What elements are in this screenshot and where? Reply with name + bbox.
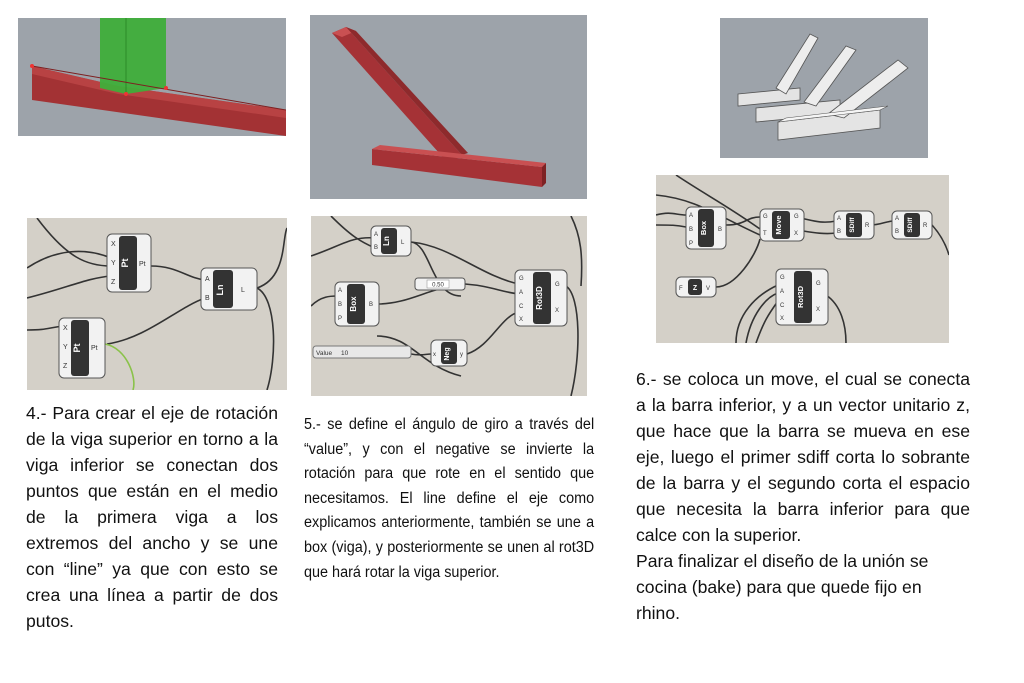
- render-joints-svg: [720, 18, 928, 158]
- gh-move-out-g: G: [794, 214, 799, 220]
- gh-slider-value: 0.50: [432, 282, 444, 289]
- gh-component-pt-2[interactable]: [59, 318, 105, 378]
- gh-rot3d-in-g: G: [780, 275, 785, 281]
- gh-component-neg[interactable]: [431, 340, 467, 366]
- gh-rot3d-out-g: G: [555, 282, 560, 288]
- gh-component-box[interactable]: [686, 207, 726, 249]
- gh-ln-in-a: A: [374, 232, 379, 238]
- gh-value-param[interactable]: [313, 346, 411, 358]
- gh-box-out: B: [369, 302, 374, 308]
- gh-ln-out: L: [401, 240, 405, 246]
- render-beam-svg: [18, 18, 286, 136]
- gh-box-in-p: P: [338, 316, 343, 322]
- gh-box-out: B: [718, 227, 723, 233]
- render-baked-joints: [720, 18, 928, 158]
- gh-canvas-step6: [656, 175, 949, 343]
- gh-pt-1-in-z: Z: [111, 279, 116, 286]
- gh-value-label: Value: [316, 350, 333, 357]
- gh-ln-out: L: [241, 287, 245, 294]
- gh-pt-1-out: Pt: [139, 261, 146, 268]
- gh-box-label: Box: [699, 220, 708, 236]
- render-beam-with-green-box: [18, 18, 286, 136]
- gh-box-in-b: B: [689, 227, 694, 233]
- caption-step-6-paragraph-1: 6.- se coloca un move, el cual se conecta a la barra inferior, y a un vector unitario z, que hace que la barra se mueva en ese eje, luego el primer sdiff corta lo sobrante de la barra y el segundo corta el espacio que necesita la barra inferior para que calce con la superior.: [636, 369, 970, 545]
- gh-sdiff-1-out: R: [865, 223, 870, 229]
- gh-rot3d-label: Rot3D: [796, 285, 805, 309]
- gh-ln-label: Ln: [215, 284, 225, 296]
- gh-component-move[interactable]: [760, 209, 804, 241]
- caption-step-4: 4.- Para crear el eje de rotación de la viga superior en torno a la viga inferior se conectan dos puntos que están en el medio de la primera viga a los extremos del ancho y se une con “line” ya que con esto se crea una línea a partir de dos putos.: [26, 403, 278, 631]
- gh-pt-1-in-y: Y: [111, 260, 116, 267]
- gh-rot3d-in-a: A: [780, 289, 785, 295]
- gh-rot3d-label: Rot3D: [535, 286, 544, 310]
- gh-pt-1-label: Pt: [120, 258, 130, 268]
- gh-rot3d-in-x: X: [519, 317, 524, 323]
- gh-move-in-g: G: [763, 214, 768, 220]
- gh-component-sdiff-1[interactable]: [834, 211, 874, 239]
- caption-step-6: [636, 366, 970, 626]
- gh-pt-2-in-y: Y: [63, 344, 68, 351]
- gh-rot3d-in-a: A: [519, 290, 524, 296]
- gh-sdiff-2-label: SDiff: [907, 217, 914, 233]
- gh-move-out-x: X: [794, 231, 799, 237]
- gh-sdiff-2-in-b: B: [895, 229, 900, 235]
- gh-value-number: 10: [341, 350, 349, 357]
- gh-box-in-b: B: [338, 302, 343, 308]
- gh-component-ln[interactable]: [371, 226, 411, 256]
- gh-ln-in-b: B: [374, 245, 379, 251]
- gh-sdiff-2-in-a: A: [895, 216, 900, 222]
- gh-sdiff-1-in-a: A: [837, 216, 842, 222]
- caption-step-5: 5.- se define el ángulo de giro a través del “value”, y con el negative se invierte la rotación para que rote en el sentido que necesitamos. El line define el eje como explicamos anteriormente, también se une a box (viga), y posteriormente se unen al rot3D que hará rotar la viga superior.: [304, 416, 595, 581]
- gh-rot3d-in-c: C: [780, 303, 785, 309]
- gh-component-ln[interactable]: [201, 268, 257, 310]
- gh-pt-2-in-x: X: [63, 325, 68, 332]
- gh-rot3d-in-x: X: [780, 316, 785, 322]
- gh-rot3d-in-c: C: [519, 304, 524, 310]
- gh-ln-label: Ln: [382, 236, 391, 246]
- gh-neg-label: Neg: [444, 347, 451, 361]
- gh-pt-2-label: Pt: [72, 343, 82, 353]
- gh-box-label: Box: [349, 296, 358, 312]
- gh-ln-in-a: A: [205, 276, 210, 283]
- gh-z-label: Z: [692, 285, 698, 292]
- gh-neg-in-x: x: [433, 352, 436, 358]
- gh-rot3d-in-g: G: [519, 276, 524, 282]
- gh-sdiff-1-in-b: B: [837, 229, 842, 235]
- gh-sdiff-1-label: SDiff: [849, 217, 856, 233]
- gh-component-rot3d[interactable]: [776, 269, 828, 325]
- gh-box-in-a: A: [338, 288, 343, 294]
- gh-z-in-f: F: [679, 286, 683, 292]
- render-rotated-svg: [310, 15, 587, 199]
- gh-box-in-a: A: [689, 213, 694, 219]
- gh-move-label: Move: [774, 215, 783, 235]
- gh-rot3d-out-x: X: [816, 307, 821, 313]
- gh-neg-out-y: y: [460, 352, 463, 358]
- gh-move-in-t: T: [763, 231, 767, 237]
- gh-pt-2-out: Pt: [91, 345, 98, 352]
- gh-component-rot3d[interactable]: [515, 270, 567, 326]
- gh-z-out-v: V: [706, 286, 711, 292]
- render-rotated-beam: [310, 15, 587, 199]
- gh-canvas-step4: [27, 218, 287, 390]
- gh-canvas-step5: [311, 216, 587, 396]
- gh-component-box[interactable]: [335, 282, 379, 326]
- gh-pt-1-in-x: X: [111, 241, 116, 248]
- gh-box-in-p: P: [689, 241, 694, 247]
- gh-component-sdiff-2[interactable]: [892, 211, 932, 239]
- gh-rot3d-out-g: G: [816, 281, 821, 287]
- gh-sdiff-2-out: R: [923, 223, 928, 229]
- gh-component-unit-z[interactable]: [676, 277, 716, 297]
- gh-number-slider[interactable]: [415, 278, 465, 290]
- caption-step-6-paragraph-2: Para finalizar el diseño de la unión se cocina (bake) para que quede fijo en rhino.: [636, 551, 929, 623]
- gh-component-pt-1[interactable]: [107, 234, 151, 292]
- gh-pt-2-in-z: Z: [63, 363, 68, 370]
- gh-ln-in-b: B: [205, 295, 210, 302]
- gh-rot3d-out-x: X: [555, 308, 560, 314]
